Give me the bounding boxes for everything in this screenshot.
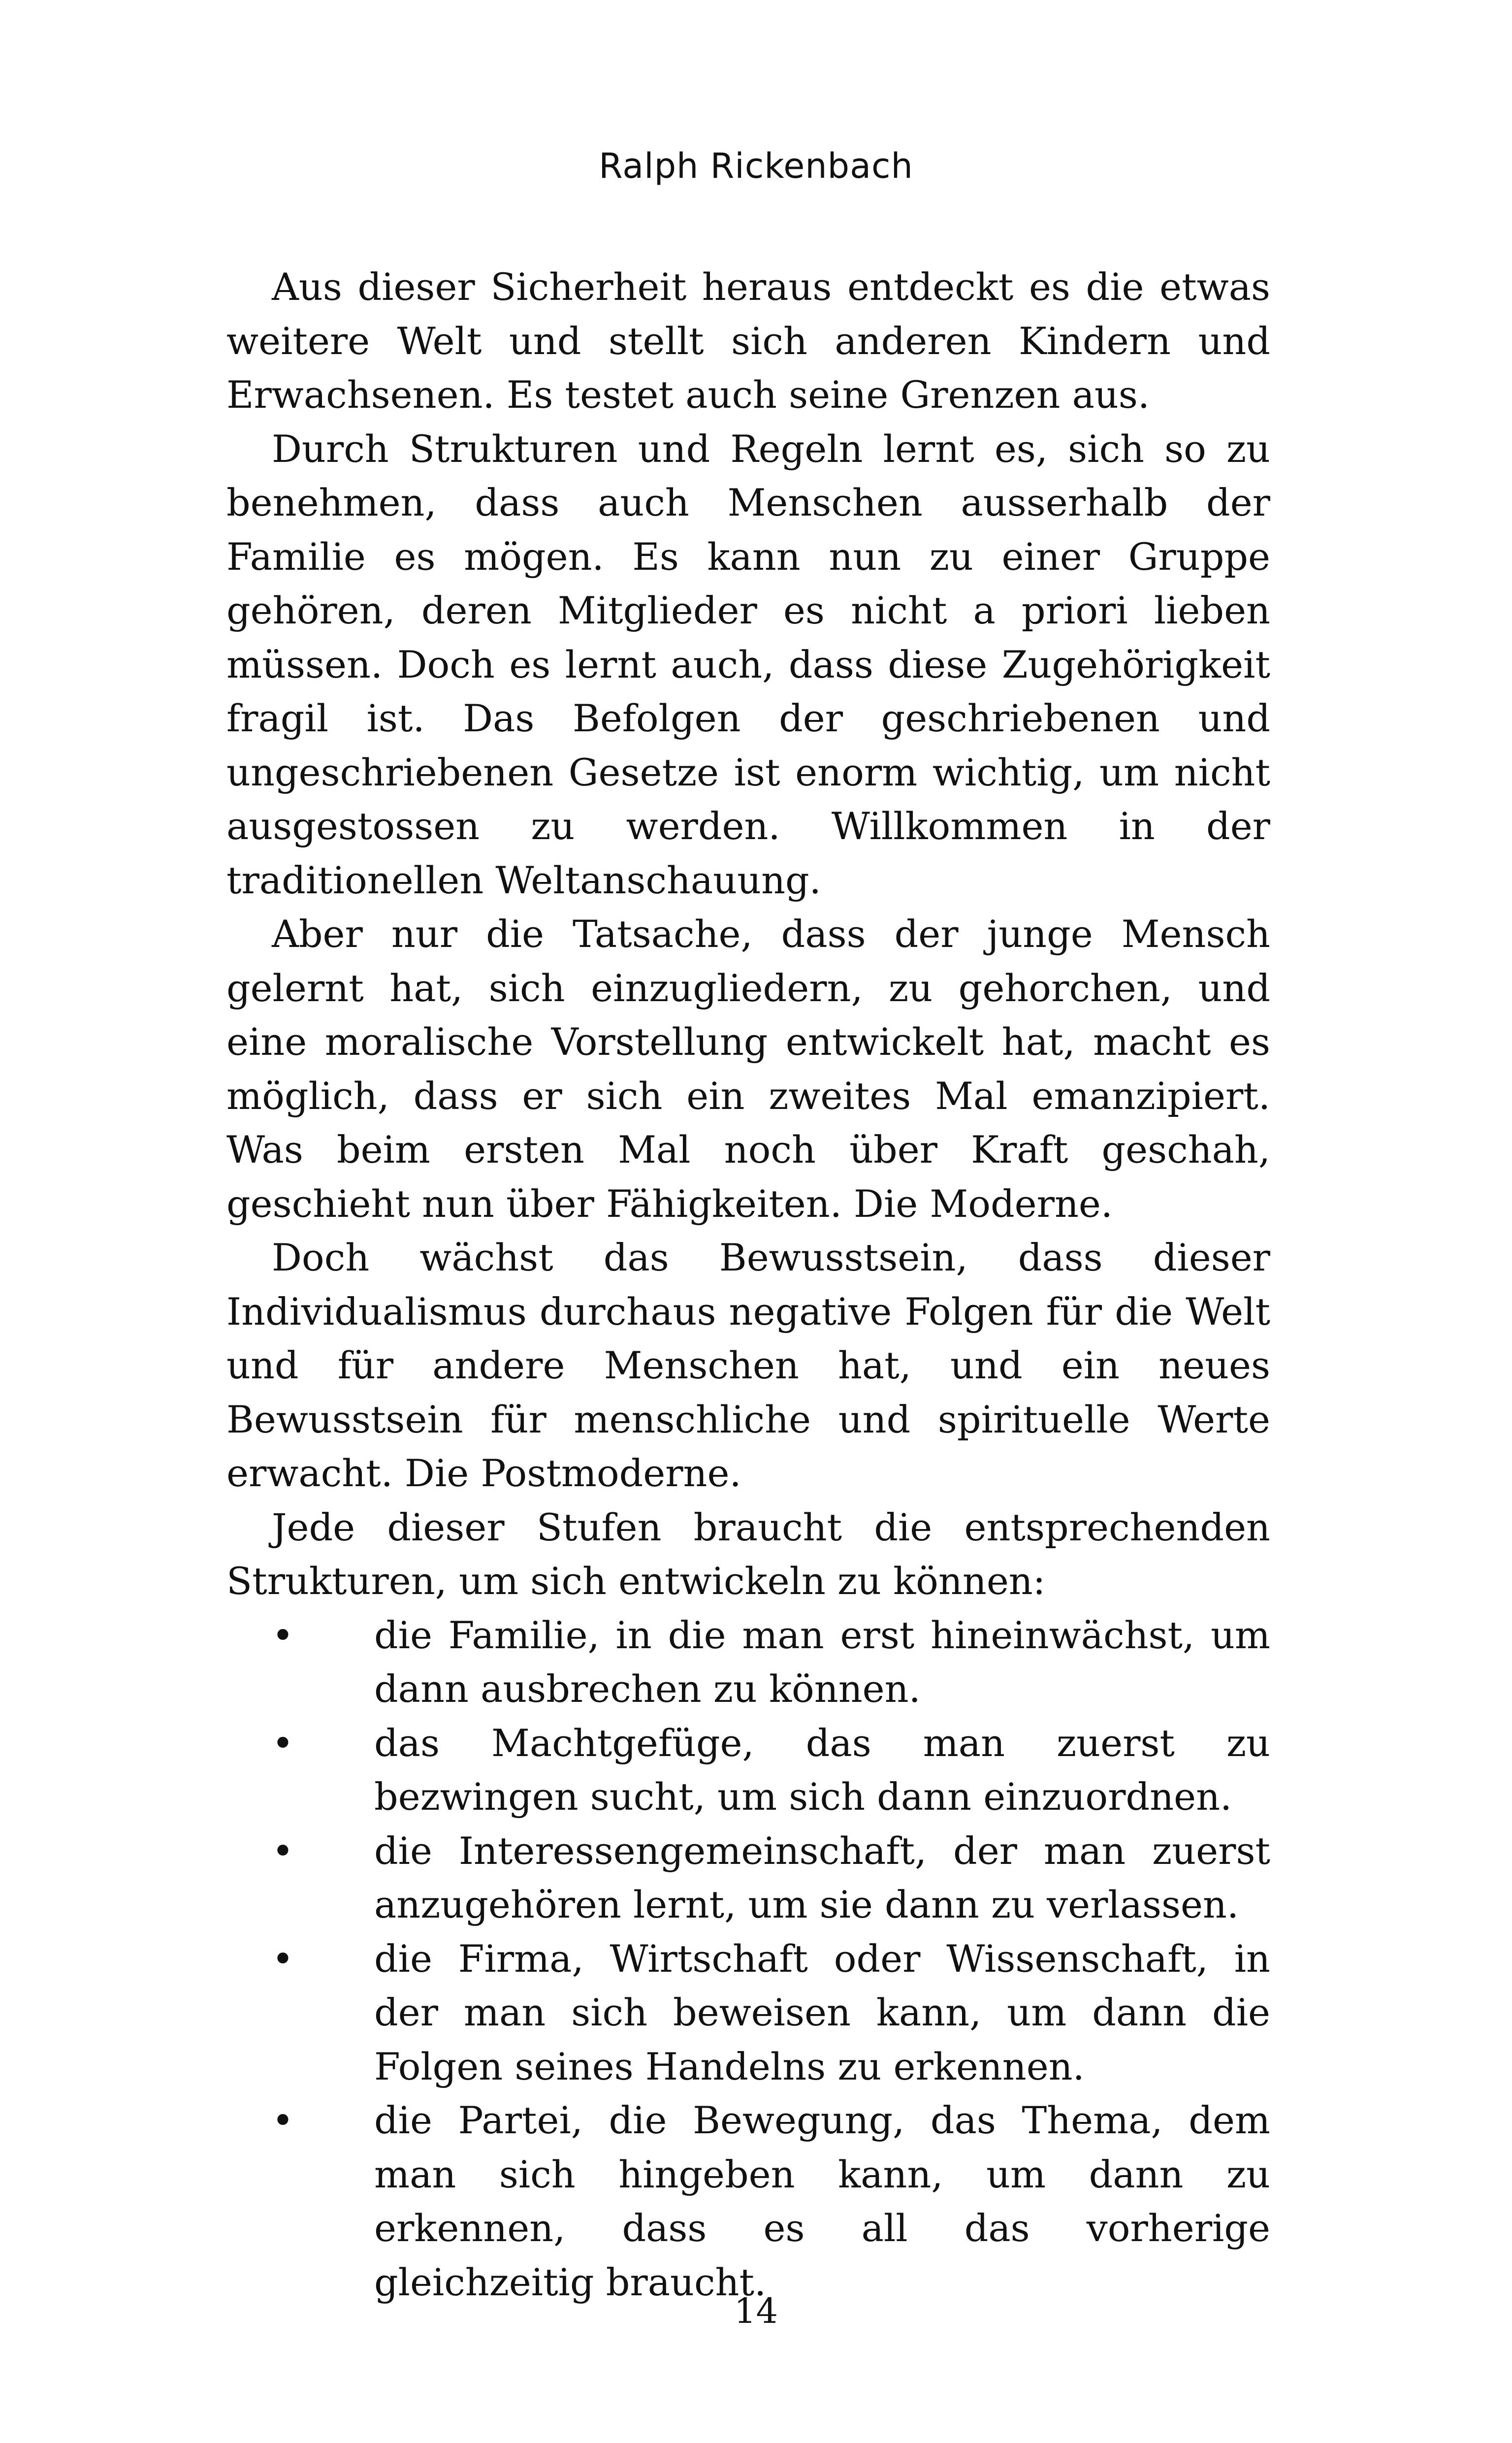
page-number: 14 xyxy=(734,2291,778,2331)
paragraph: Aus dieser Sicherheit heraus entdeckt es die etwas weitere Welt und stellt sich anderen Kindern und Erwachsenen. Es testet auch seine Grenzen aus. xyxy=(226,265,1270,417)
bullet-icon: • xyxy=(272,1613,294,1657)
list-item xyxy=(226,2093,1270,2309)
paragraph: Jede dieser Stufen braucht die entsprechenden Strukturen, um sich entwickeln zu können: xyxy=(226,1505,1270,1603)
bullet-icon: • xyxy=(272,1936,294,1981)
list-item xyxy=(226,1608,1270,1716)
list-item-text: die Familie, in die man erst hineinwächst, um dann ausbrechen zu können. xyxy=(374,1613,1270,1711)
list-item-text: die Interessengemeinschaft, der man zuerst anzugehören lernt, um sie dann zu verlassen. xyxy=(374,1828,1270,1926)
paragraph: Durch Strukturen und Regeln lernt es, sich so zu benehmen, dass auch Menschen ausserhalb der Familie es mögen. Es kann nun zu einer Gruppe gehören, deren Mitglieder es nicht a priori lieben müssen. Doch es lernt auch, dass diese Zugehörigkeit fragil ist. Das Befolgen der geschriebenen und ungeschriebenen Gesetze ist enorm wichtig, um nicht ausgestossen zu werden. Willkommen in der traditionellen Weltanschauung. xyxy=(226,426,1270,902)
list-item xyxy=(226,1824,1270,1932)
list-item-text: die Firma, Wirtschaft oder Wissenschaft, in der man sich beweisen kann, um dann die Folgen seines Handelns zu erkennen. xyxy=(374,1936,1270,2088)
list-item-text: das Machtgefüge, das man zuerst zu bezwingen sucht, um sich dann einzuordnen. xyxy=(374,1721,1270,1819)
list-item xyxy=(226,1932,1270,2094)
running-head: Ralph Rickenbach xyxy=(599,146,913,186)
bullet-icon: • xyxy=(272,1721,294,1765)
bullet-icon: • xyxy=(272,2098,294,2142)
paragraph: Aber nur die Tatsache, dass der junge Mensch gelernt hat, sich einzugliedern, zu gehorchen, und eine moralische Vorstellung entwickelt hat, macht es möglich, dass er sich ein zweites Mal emanzipiert. Was beim ersten Mal noch über Kraft geschah, geschieht nun über Fähigkeiten. Die Moderne. xyxy=(226,912,1270,1226)
paragraph: Doch wächst das Bewusstsein, dass dieser Individualismus durchaus negative Folgen für die Welt und für andere Menschen hat, und ein neues Bewusstsein für menschliche und spirituelle Werte erwacht. Die Postmoderne. xyxy=(226,1236,1270,1495)
bullet-list xyxy=(226,1608,1270,2310)
list-item-text: die Partei, die Bewegung, das Thema, dem man sich hingeben kann, um dann zu erkennen, dass es all das vorherige gleichzeitig braucht. xyxy=(374,2098,1270,2304)
body-text xyxy=(226,260,1270,2309)
list-item xyxy=(226,1716,1270,1824)
bullet-icon: • xyxy=(272,1828,294,1873)
